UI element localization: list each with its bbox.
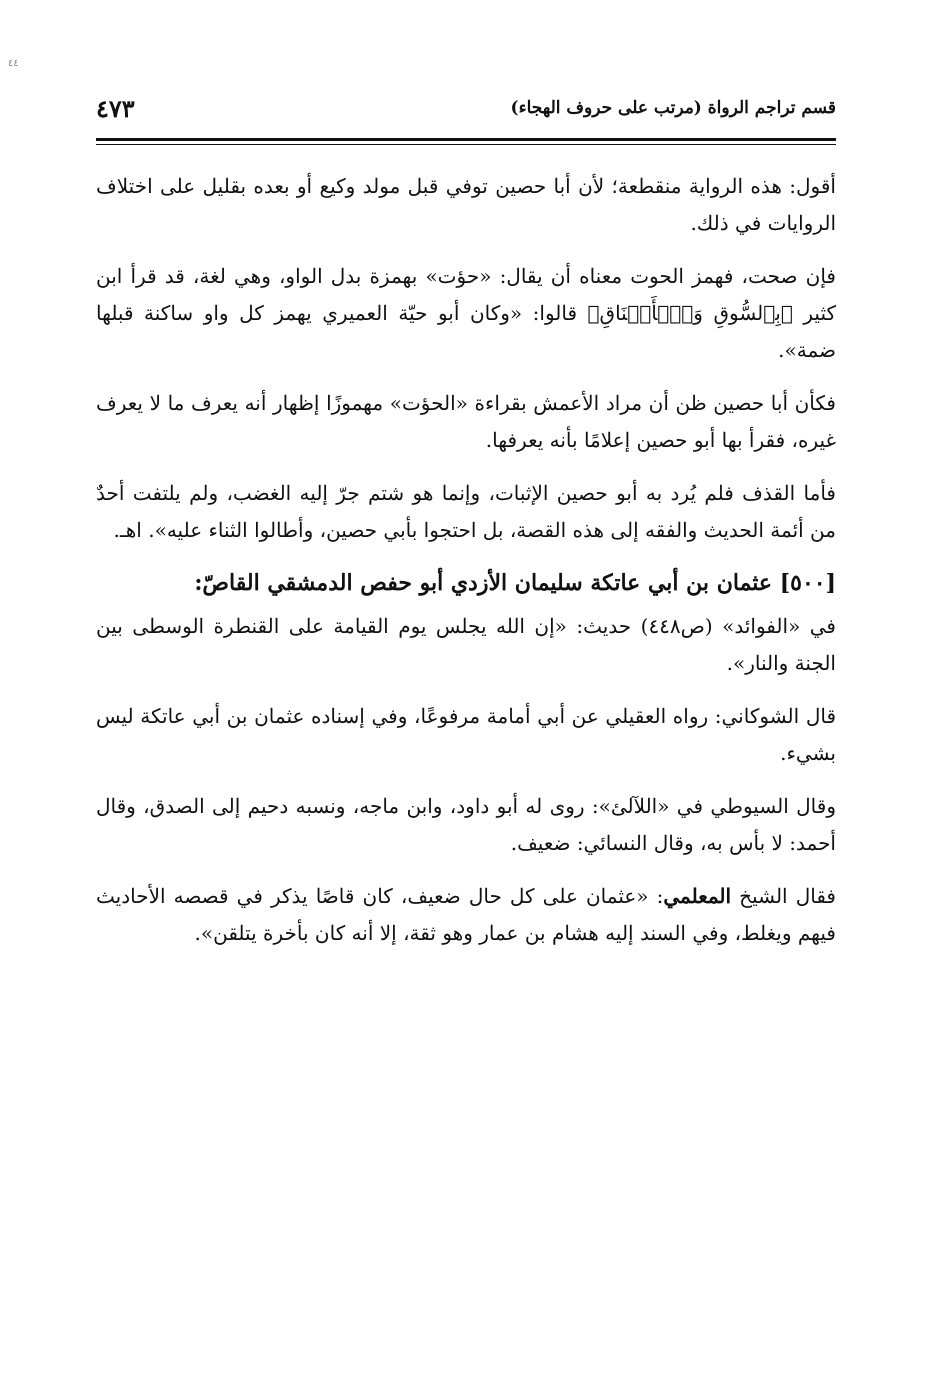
page-header <box>96 88 836 128</box>
paragraph: قال الشوكاني: رواه العقيلي عن أبي أمامة مرفوعًا، وفي إسناده عثمان بن أبي عاتكة ليس بشيء. <box>96 704 836 765</box>
final-paragraph <box>96 878 836 952</box>
page-number: ٤٧٣ <box>96 93 135 123</box>
paragraph: وقال السيوطي في «اللآلئ»: روى له أبو داود، وابن ماجه، ونسبه دحيم إلى الصدق، وقال أحمد: لا بأس به، وقال النسائي: ضعيف. <box>96 794 836 855</box>
paragraph: فأما القذف فلم يُرد به أبو حصين الإثبات، وإنما هو شتم جرّ إليه الغضب، ولم يلتفت أحدٌ من أئمة الحديث والفقه إلى هذه القصة، بل احتجوا بأبي حصين، وأطالوا الثناء عليه». اهـ. <box>96 481 836 542</box>
paragraph: فإن صحت، فهمز الحوت معناه أن يقال: «حؤت» بهمزة بدل الواو، وهي لغة، قد قرأ ابن كثير ﴿بِٱلسُّوقِ وَٱلۡأَعۡنَاقِ﴾ قالوا: «وكان أبو حيّة العميري يهمز كل واو ساكنة قبلها ضمة». <box>96 264 836 362</box>
running-title: قسم تراجم الرواة (مرتب على حروف الهجاء) <box>510 98 836 118</box>
paragraph: فكأن أبا حصين ظن أن مراد الأعمش بقراءة «الحؤت» مهموزًا إظهار أنه يعرف ما لا يعرف غيره، فقرأ بها أبو حصين إعلامًا بأنه يعرفها. <box>96 391 836 452</box>
corner-mark: ٤٤ <box>8 58 19 69</box>
scholar-name: المعلمي <box>663 884 732 908</box>
header-rule-thin <box>96 144 836 145</box>
final-paragraph-intro: فقال الشيخ <box>731 884 836 908</box>
header-rule-thick <box>96 138 836 141</box>
paragraph: في «الفوائد» (ص٤٤٨) حديث: «إن الله يجلس يوم القيامة على القنطرة الوسطى بين الجنة والنار». <box>96 614 836 675</box>
page-body <box>96 168 836 968</box>
final-paragraph-quote: : «عثمان على كل حال ضعيف، كان قاصًا يذكر في قصصه الأحاديث فيهم ويغلط، وفي السند إليه هشام بن عمار وهو ثقة، إلا أنه كان بأخرة يتلقن». <box>96 884 836 945</box>
paragraph: أقول: هذه الرواية منقطعة؛ لأن أبا حصين توفي قبل مولد وكيع أو بعده بقليل على اختلاف الروايات في ذلك. <box>96 174 836 235</box>
entry-heading: [٥٠٠] عثمان بن أبي عاتكة سليمان الأزدي أبو حفص الدمشقي القاصّ: <box>194 570 836 596</box>
